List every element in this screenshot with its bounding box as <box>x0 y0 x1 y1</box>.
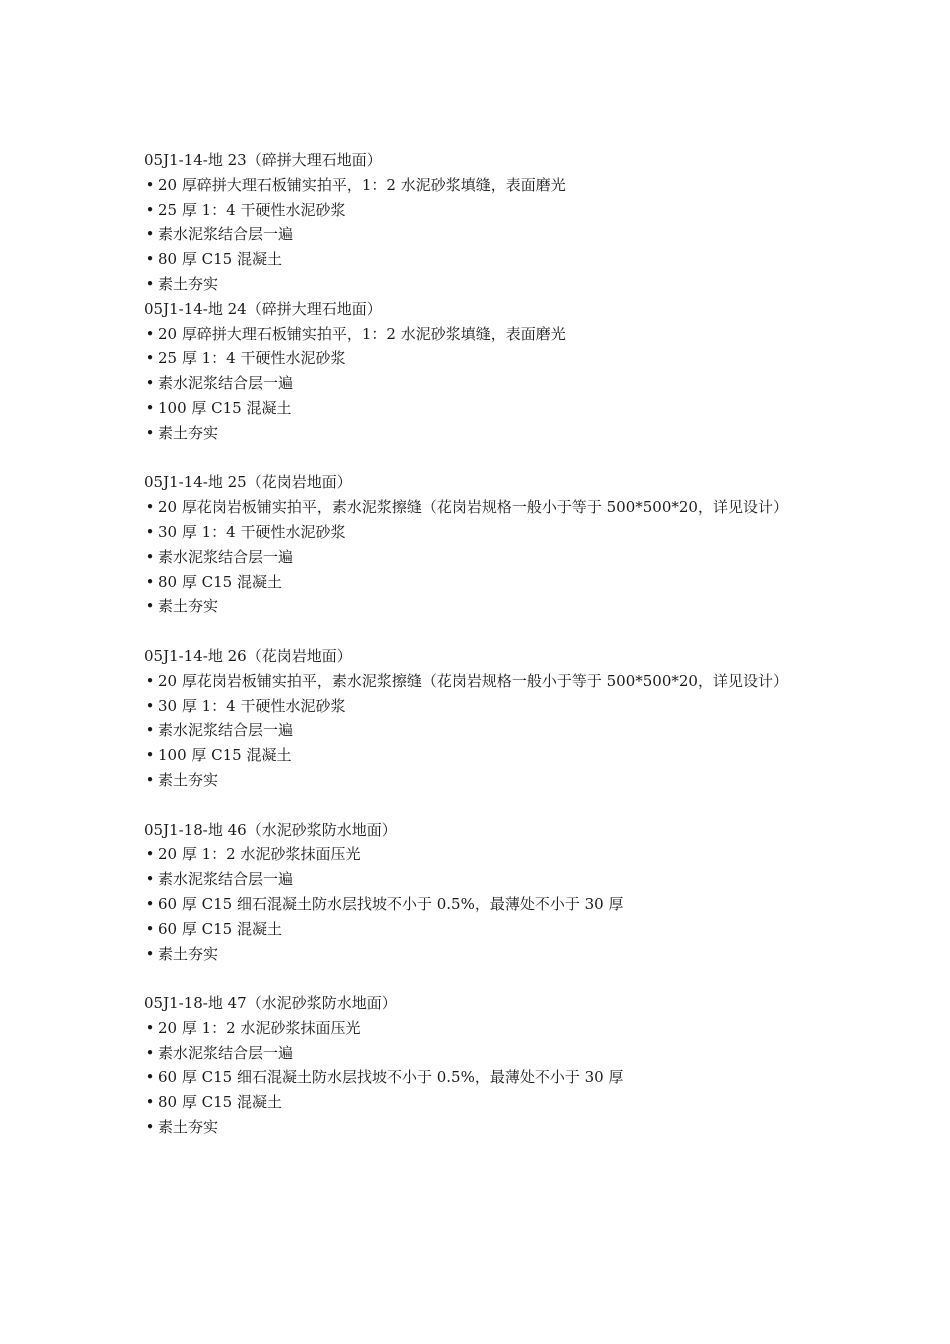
list-item: • 素水泥浆结合层一遍 <box>144 371 814 396</box>
list-item: • 25 厚 1：4 干硬性水泥砂浆 <box>144 198 814 223</box>
section-heading: 05J1-18-地 46（水泥砂浆防水地面） <box>144 820 397 839</box>
document-body <box>144 148 814 1140</box>
list-item: • 20 厚 1：2 水泥砂浆抹面压光 <box>144 842 814 867</box>
section-di-25 <box>144 470 814 619</box>
list-item: • 20 厚碎拼大理石板铺实拍平，1：2 水泥砂浆填缝，表面磨光 <box>144 322 814 347</box>
section-di-24 <box>144 297 814 446</box>
section-di-26 <box>144 644 814 793</box>
section-di-46 <box>144 818 814 967</box>
list-item: • 素土夯实 <box>144 421 814 446</box>
list-item: • 80 厚 C15 混凝土 <box>144 247 814 272</box>
list-item: • 素水泥浆结合层一遍 <box>144 222 814 247</box>
list-item: • 素土夯实 <box>144 594 814 619</box>
section-heading: 05J1-14-地 25（花岗岩地面） <box>144 473 352 492</box>
list-item: • 素水泥浆结合层一遍 <box>144 867 814 892</box>
section-heading: 05J1-14-地 23（碎拼大理石地面） <box>144 151 382 169</box>
section-heading: 05J1-14-地 24（碎拼大理石地面） <box>144 299 382 318</box>
list-item: • 素土夯实 <box>144 768 814 793</box>
list-item: • 素土夯实 <box>144 942 814 967</box>
section-heading: 05J1-14-地 26（花岗岩地面） <box>144 646 352 665</box>
list-item: • 100 厚 C15 混凝土 <box>144 396 814 421</box>
list-item: • 素土夯实 <box>144 1115 814 1140</box>
list-item: • 素水泥浆结合层一遍 <box>144 545 814 570</box>
list-item: • 100 厚 C15 混凝土 <box>144 743 814 768</box>
list-item: • 60 厚 C15 细石混凝土防水层找坡不小于 0.5%，最薄处不小于 30 厚 <box>144 1065 814 1090</box>
list-item: • 20 厚 1：2 水泥砂浆抹面压光 <box>144 1016 814 1041</box>
list-item: • 80 厚 C15 混凝土 <box>144 570 814 595</box>
list-item: • 素水泥浆结合层一遍 <box>144 718 814 743</box>
list-item: • 25 厚 1：4 干硬性水泥砂浆 <box>144 346 814 371</box>
list-item: • 80 厚 C15 混凝土 <box>144 1090 814 1115</box>
list-item: • 30 厚 1：4 干硬性水泥砂浆 <box>144 694 814 719</box>
section-di-23 <box>144 148 814 297</box>
list-item: • 20 厚花岗岩板铺实拍平，素水泥浆擦缝（花岗岩规格一般小于等于 500*500*20，详见设计） <box>144 495 814 520</box>
section-di-47 <box>144 991 814 1140</box>
list-item: • 30 厚 1：4 干硬性水泥砂浆 <box>144 520 814 545</box>
list-item: • 素水泥浆结合层一遍 <box>144 1041 814 1066</box>
list-item: • 20 厚花岗岩板铺实拍平，素水泥浆擦缝（花岗岩规格一般小于等于 500*500*20，详见设计） <box>144 669 814 694</box>
list-item: • 60 厚 C15 混凝土 <box>144 917 814 942</box>
list-item: • 60 厚 C15 细石混凝土防水层找坡不小于 0.5%，最薄处不小于 30 厚 <box>144 892 814 917</box>
section-heading: 05J1-18-地 47（水泥砂浆防水地面） <box>144 994 397 1013</box>
list-item: • 20 厚碎拼大理石板铺实拍平，1：2 水泥砂浆填缝，表面磨光 <box>144 173 814 198</box>
list-item: • 素土夯实 <box>144 272 814 297</box>
